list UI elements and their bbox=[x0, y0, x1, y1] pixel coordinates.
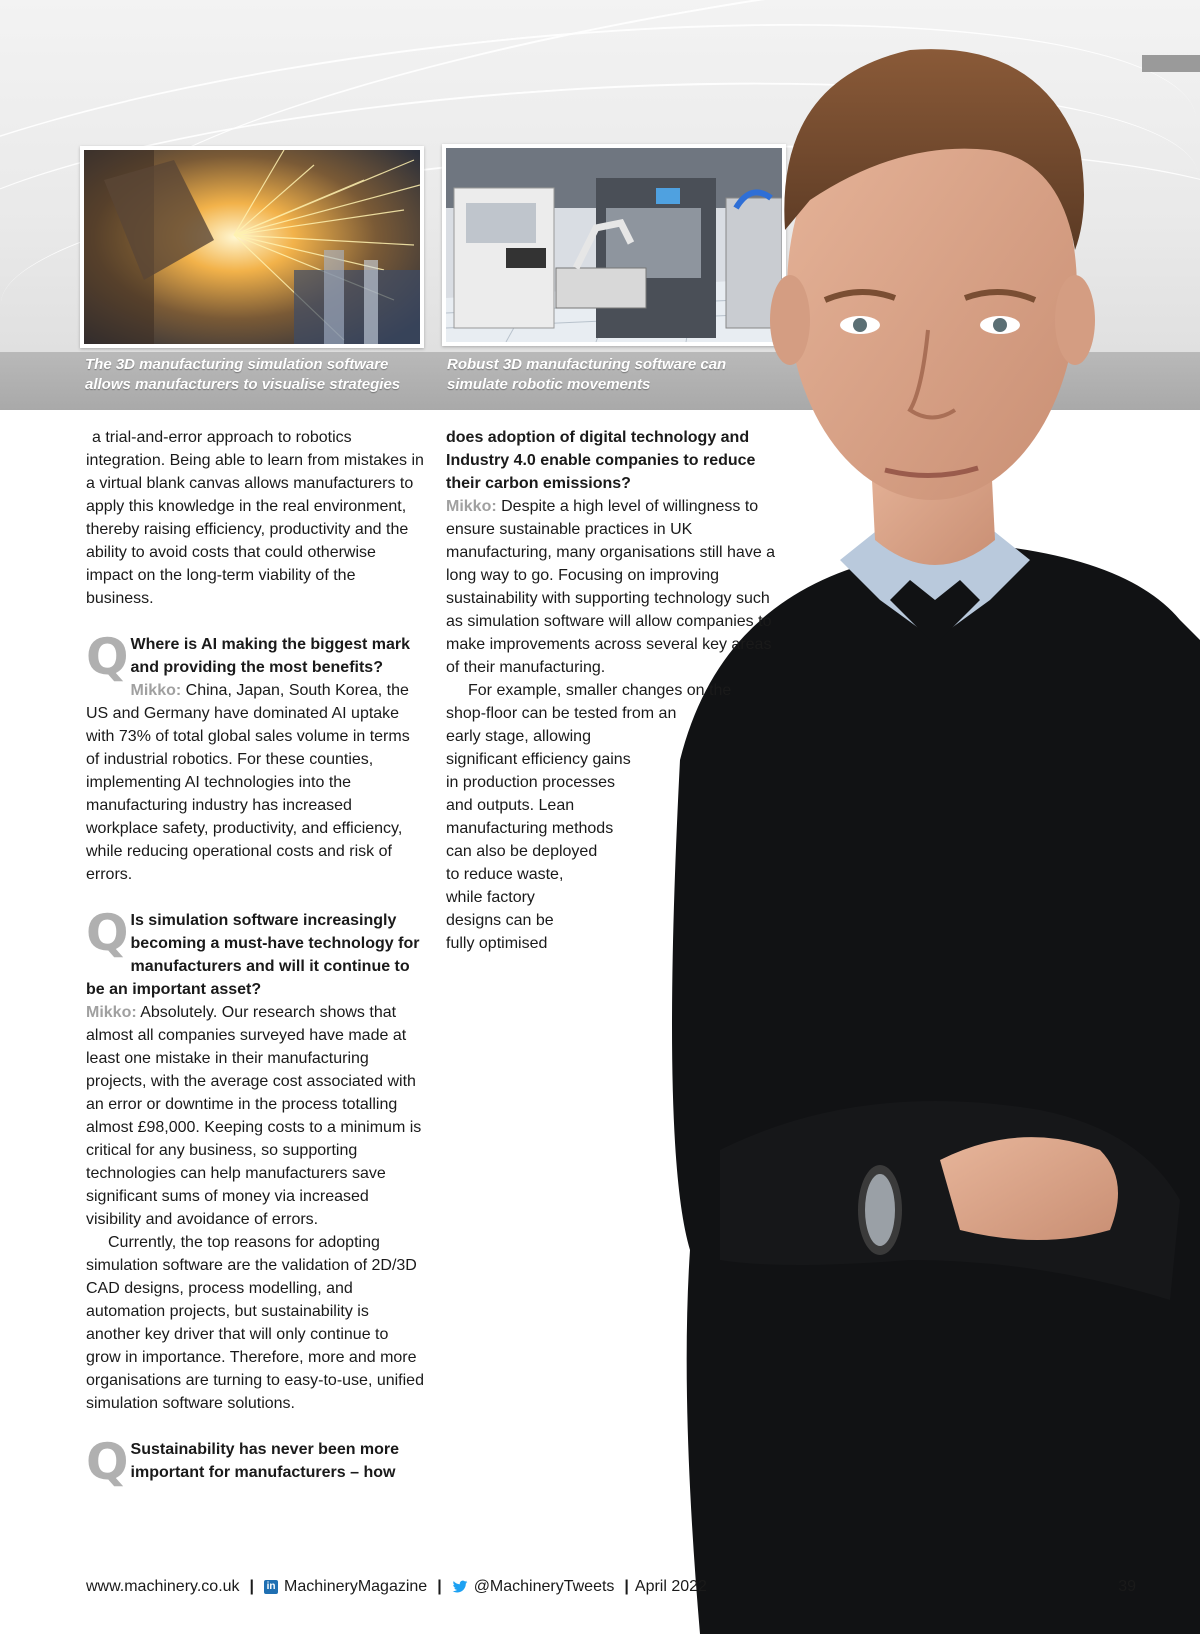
text-line: and outputs. Lean bbox=[446, 797, 575, 814]
answer-paragraph bbox=[86, 1001, 426, 1231]
question-block-3 bbox=[86, 1433, 426, 1491]
photo-caption-left: The 3D manufacturing simulation software allows manufacturers to visualise strategies bbox=[85, 356, 401, 393]
answer-paragraph-continued: Currently, the top reasons for adopting simulation software are the validation of 2D/3D CAD designs, process modelling, and automation projects, but sustainability is another key driver that will only continue to grow in importance. Therefore, more and more organisations are turning to easy-to-use, unified simulation software solutions. bbox=[86, 1234, 424, 1412]
answer-text: China, Japan, South Korea, the US and Germany have dominated AI uptake with 73% of total global sales volume in terms of industrial robotics. For these counties, implementing AI technologies into the manufacturing industry has increased workplace safety, productivity, and efficiency, while reducing operational costs and risk of errors. bbox=[86, 682, 410, 883]
text-line: can also be deployed bbox=[446, 843, 598, 860]
text-line: fully optimised bbox=[446, 935, 548, 952]
issue-date: April 2022 bbox=[634, 1578, 707, 1595]
text-line: designs can be bbox=[446, 912, 554, 929]
question-heading: Is simulation software increasingly becoming a must-have technology for manufacturers and will it continue to be an important asset? bbox=[86, 912, 420, 998]
linkedin-handle[interactable]: MachineryMagazine bbox=[284, 1578, 428, 1595]
answer-paragraph-wrapped bbox=[446, 679, 786, 955]
right-column bbox=[446, 426, 786, 955]
text-line: For example, smaller changes on the bbox=[468, 682, 732, 699]
text-line: to reduce waste, bbox=[446, 866, 564, 883]
speaker-label: Mikko: bbox=[446, 498, 497, 515]
footer-separator: | bbox=[249, 1578, 255, 1595]
speaker-label: Mikko: bbox=[130, 682, 182, 699]
answer-paragraph bbox=[86, 679, 426, 886]
q-drop-letter: Q bbox=[86, 628, 129, 686]
page-number: 39 bbox=[1118, 1578, 1136, 1595]
question-heading-continued: does adoption of digital technology and Industry 4.0 enable companies to reduce their carbon emissions? bbox=[446, 429, 756, 492]
laser-cutting-photo bbox=[80, 146, 424, 348]
answer-text: Despite a high level of willingness to ensure sustainable practices in UK manufacturing, many organisations still have a long way to go. Focusing on improving sustainability with supporting technology such as simulation software will allow companies to make improvements across several key areas of their manufacturing. bbox=[446, 498, 776, 676]
text-line: in production processes bbox=[446, 774, 615, 791]
twitter-icon bbox=[452, 1580, 468, 1594]
question-block-1 bbox=[86, 628, 426, 886]
question-block-2 bbox=[86, 904, 426, 1415]
speaker-label: Mikko: bbox=[86, 1004, 137, 1021]
twitter-handle[interactable]: @MachineryTweets bbox=[473, 1578, 615, 1595]
question-heading: Where is AI making the biggest mark and providing the most benefits? bbox=[130, 636, 410, 676]
intro-paragraph: a trial-and-error approach to robotics integration. Being able to learn from mistakes in a virtual blank canvas allows manufacturers to apply this knowledge in the real environment, thereby raising efficiency, productivity and the ability to avoid costs that could otherwise impact on the long-term viability of the business. bbox=[86, 429, 424, 607]
text-line: early stage, allowing bbox=[446, 728, 591, 745]
linkedin-icon: in bbox=[264, 1580, 278, 1594]
q-drop-letter: Q bbox=[86, 1433, 129, 1491]
q-drop-letter: Q bbox=[86, 904, 129, 962]
left-column bbox=[86, 426, 426, 1491]
photo-caption-right: Robust 3D manufacturing software can simulate robotic movements bbox=[447, 356, 727, 393]
text-line: shop-floor can be tested from an bbox=[446, 705, 677, 722]
footer-separator: | bbox=[624, 1578, 629, 1595]
website-link[interactable]: www.machinery.co.uk bbox=[86, 1578, 240, 1595]
answer-paragraph bbox=[446, 495, 786, 679]
question-heading: Sustainability has never been more important for manufacturers – how bbox=[130, 1441, 400, 1481]
text-line: while factory bbox=[446, 889, 535, 906]
text-line: manufacturing methods bbox=[446, 820, 614, 837]
answer-text: Absolutely. Our research shows that almost all companies surveyed have made at least one mistake in their manufacturing projects, with the average cost associated with an error or downtime in the process totalling almost £98,000. Keeping costs to a minimum is critical for any business, so supporting technologies can help manufacturers save significant sums of money via increased visibility and avoidance of errors. bbox=[86, 1004, 422, 1228]
page-footer bbox=[86, 1578, 707, 1596]
text-line: significant efficiency gains bbox=[446, 751, 631, 768]
footer-separator: | bbox=[437, 1578, 442, 1595]
